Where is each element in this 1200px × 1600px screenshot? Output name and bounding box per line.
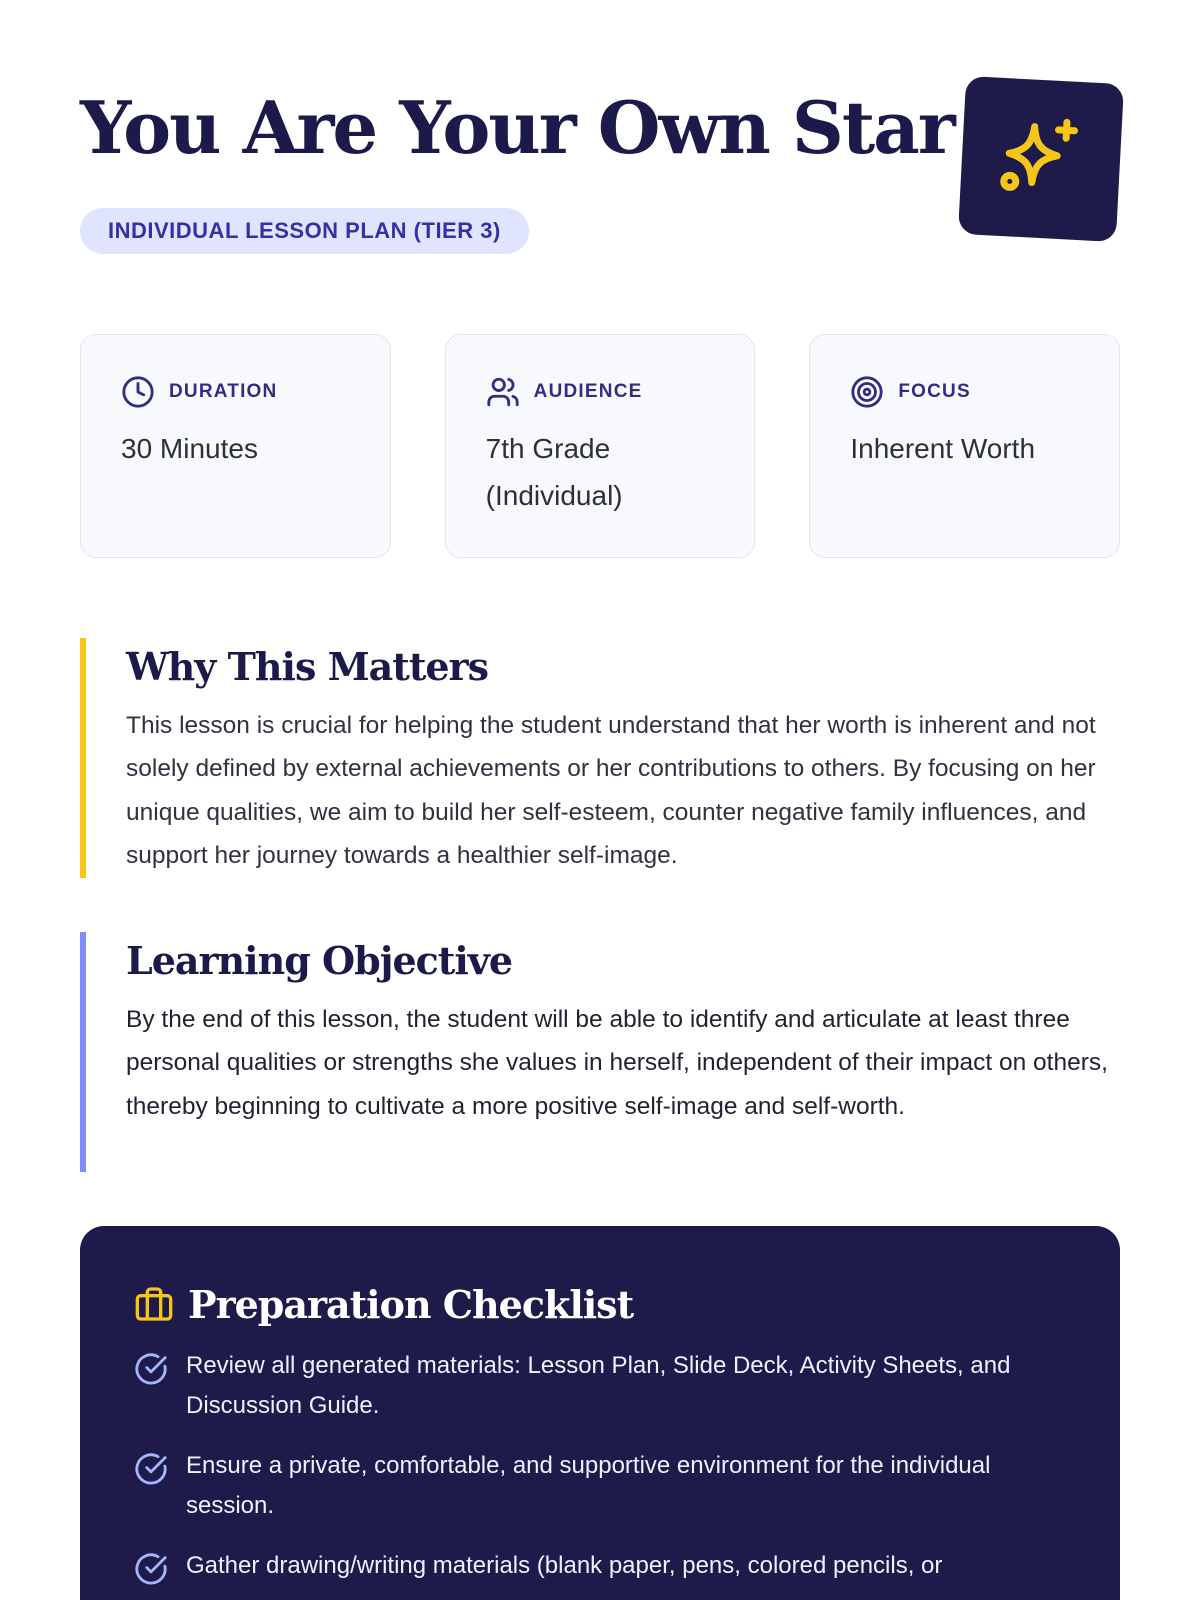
duration-card [80, 334, 391, 558]
card-header [121, 375, 350, 409]
checklist-item [134, 1446, 1066, 1526]
checklist-header [134, 1276, 1066, 1332]
card-header [850, 375, 1079, 409]
why-this-matters-section [80, 638, 1120, 878]
audience-card [445, 334, 756, 558]
card-header [486, 375, 715, 409]
clock-icon [121, 375, 155, 409]
checklist-heading: Preparation Checklist [188, 1281, 634, 1327]
card-label: AUDIENCE [533, 381, 643, 402]
check-circle-icon [134, 1452, 168, 1486]
checklist-item [134, 1546, 1066, 1586]
star-tile [958, 76, 1124, 242]
card-label: DURATION [169, 381, 278, 402]
card-value: 30 Minutes [121, 433, 258, 464]
section-body: By the end of this lesson, the student will be able to identify and articulate at least three personal qualities or strengths she values in herself, independent of their impact on others, thereby beginning to cultivate a more positive self-image and self-worth. [126, 1005, 1108, 1120]
section-heading: Why This Matters [126, 644, 488, 689]
lesson-type-badge: INDIVIDUAL LESSON PLAN (TIER 3) [80, 208, 529, 254]
check-circle-icon [134, 1352, 168, 1386]
users-icon [486, 375, 520, 409]
checklist-item [134, 1346, 1066, 1426]
preparation-checklist [80, 1226, 1120, 1600]
sparkles-icon [997, 115, 1085, 203]
page-title: You Are Your Own Star [80, 85, 954, 170]
checklist-items [134, 1346, 1066, 1586]
card-label: FOCUS [898, 381, 971, 402]
card-value: Inherent Worth [850, 433, 1036, 464]
info-cards [80, 334, 1120, 558]
check-circle-icon [134, 1552, 168, 1586]
card-value: 7th Grade (Individual) [485, 433, 623, 511]
focus-card [809, 334, 1120, 558]
lesson-header [80, 70, 1120, 270]
section-heading: Learning Objective [126, 938, 513, 983]
briefcase-icon [134, 1284, 174, 1324]
learning-objective-section [80, 932, 1120, 1172]
checklist-item-text: Gather drawing/writing materials (blank paper, pens, colored pencils, or [186, 1552, 943, 1579]
accent-bar [80, 638, 86, 878]
checklist-item-text: Ensure a private, comfortable, and supportive environment for the individual session. [186, 1452, 991, 1519]
target-icon [850, 375, 884, 409]
accent-bar [80, 932, 86, 1172]
checklist-item-text: Review all generated materials: Lesson Plan, Slide Deck, Activity Sheets, and Discussion Guide. [186, 1352, 1011, 1419]
section-body: This lesson is crucial for helping the student understand that her worth is inherent and not solely defined by external achievements or her contributions to others. By focusing on her unique qualities, we aim to build her self-esteem, counter negative family influences, and support her journey towards a healthier self-image. [126, 711, 1096, 870]
